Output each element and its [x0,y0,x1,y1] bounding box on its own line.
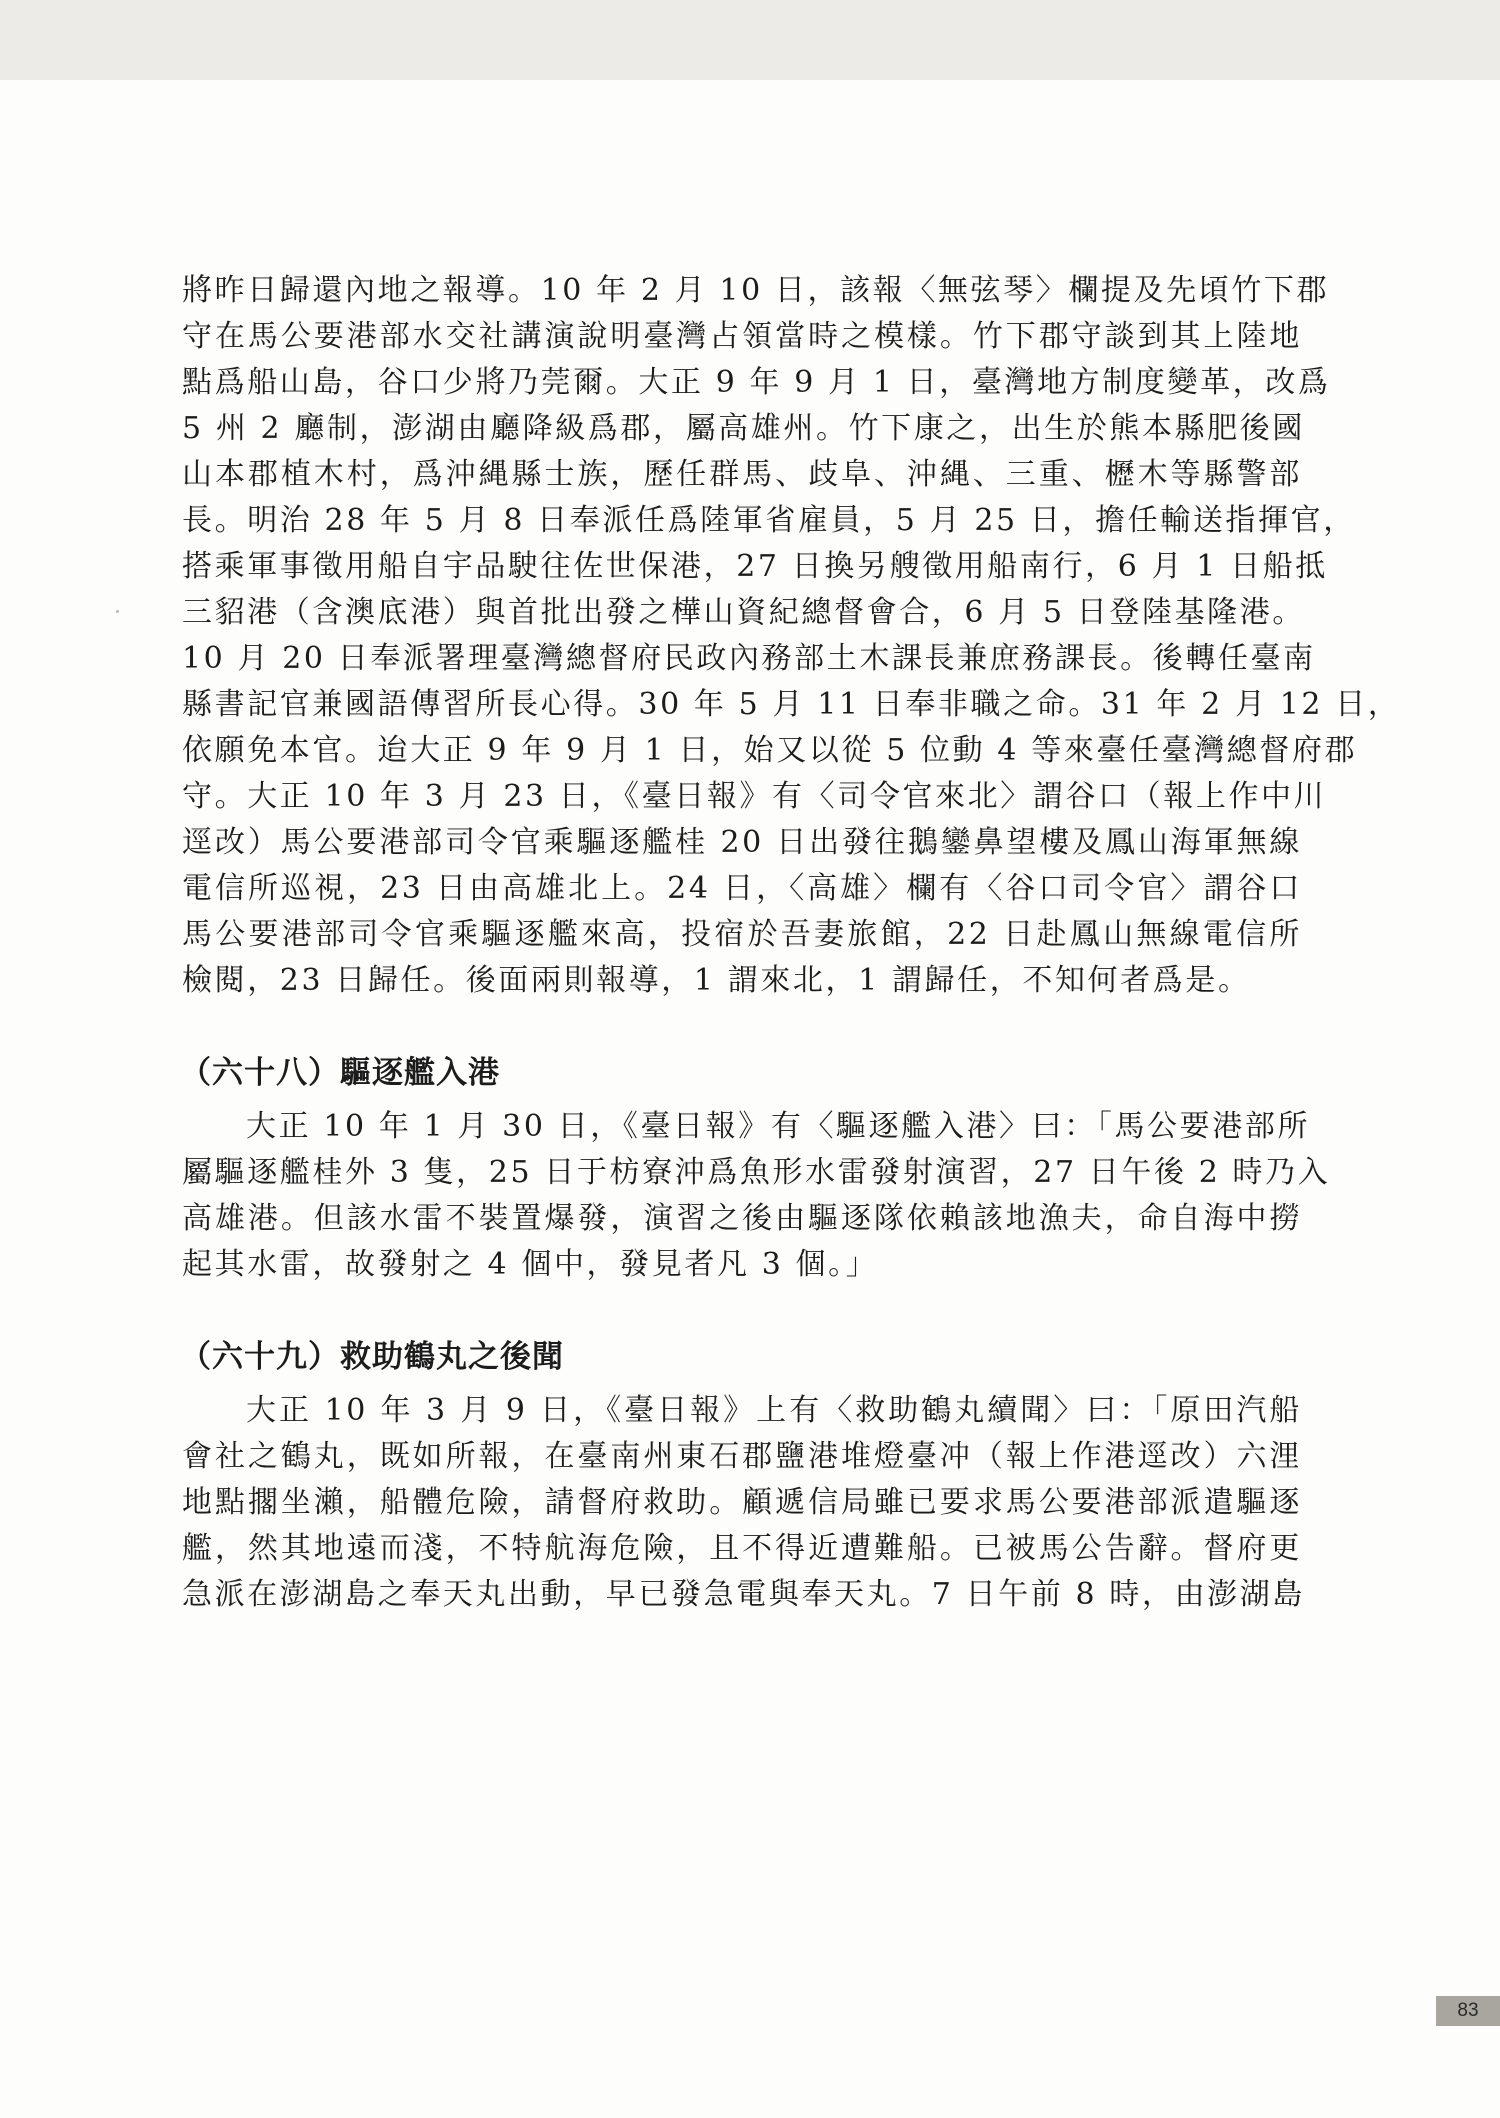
section-68 [180,1050,1331,1288]
text-line: 搭乘軍事徵用船自宇品駛往佐世保港，27 日換另艘徵用船南行，6 月 1 日船抵 [182,549,1328,584]
text-line: 逕改）馬公要港部司令官乘驅逐艦桂 20 日出發往鵝鑾鼻望樓及鳳山海軍無線 [182,825,1302,860]
text-line: 點爲船山島，谷口少將乃莞爾。大正 9 年 9 月 1 日，臺灣地方制度變革，改爲 [182,365,1331,400]
scan-speck [116,610,119,613]
text-line: 大正 10 年 3 月 9 日，《臺日報》上有〈救助鶴丸續聞〉曰：「原田汽船 [246,1393,1302,1428]
text-line: 大正 10 年 1 月 30 日，《臺日報》有〈驅逐艦入港〉曰：「馬公要港部所 [246,1109,1311,1144]
text-line: 長。明治 28 年 5 月 8 日奉派任爲陸軍省雇員，5 月 25 日，擔任輸送指揮官， [182,503,1356,538]
section-heading: （六十八）驅逐艦入港 [180,1055,500,1091]
page-body [180,268,1401,1618]
text-line: 縣書記官兼國語傳習所長心得。30 年 5 月 11 日奉非職之命。31 年 2 月 12 日， [182,687,1401,722]
text-line: 守在馬公要港部水交社講演說明臺灣占領當時之模樣。竹下郡守談到其上陸地 [182,319,1302,354]
text-line: 依願免本官。迨大正 9 年 9 月 1 日，始又以從 5 位動 4 等來臺任臺灣總督府郡 [182,733,1358,768]
text-line: 檢閱，23 日歸任。後面兩則報導，1 謂來北，1 謂歸任，不知何者爲是。 [182,963,1251,998]
text-line: 艦，然其地遠而淺，不特航海危險，且不得近遭難船。已被馬公告辭。督府更 [182,1531,1302,1566]
text-line: 起其水雷，故發射之 4 個中，發見者凡 3 個。」 [182,1247,879,1282]
text-line: 屬驅逐艦桂外 3 隻，25 日于枋寮沖爲魚形水雷發射演習，27 日午後 2 時乃入 [182,1155,1331,1190]
text-line: 馬公要港部司令官乘驅逐艦來高，投宿於吾妻旅館，22 日赴鳳山無線電信所 [182,917,1302,952]
text-line: 山本郡植木村，爲沖縄縣士族，歷任群馬、歧阜、沖縄、三重、櫪木等縣警部 [182,457,1302,492]
text-line: 10 月 20 日奉派署理臺灣總督府民政內務部土木課長兼庶務課長。後轉任臺南 [182,641,1316,676]
text-line: 高雄港。但該水雷不裝置爆發，演習之後由驅逐隊依賴該地漁夫，命自海中撈 [182,1201,1302,1236]
text-line: 三貂港（含澳底港）與首批出發之樺山資紀總督會合，6 月 5 日登陸基隆港。 [182,595,1305,630]
paragraph-continued [182,268,1401,1004]
section-heading: （六十九）救助鶴丸之後聞 [180,1339,564,1375]
page-number: 83 [1436,1996,1500,2026]
text-line: 5 州 2 廳制，澎湖由廳降級爲郡，屬高雄州。竹下康之，出生於熊本縣肥後國 [182,411,1305,446]
text-line: 守。大正 10 年 3 月 23 日，《臺日報》有〈司令官來北〉謂谷口（報上作中川 [182,779,1327,814]
scan-top-margin [0,0,1500,80]
section-69 [180,1334,1305,1618]
text-line: 地點擱坐瀨，船體危險，請督府救助。顧遞信局雖已要求馬公要港部派遣驅逐 [182,1485,1302,1520]
text-line: 電信所巡視，23 日由高雄北上。24 日，〈高雄〉欄有〈谷口司令官〉謂谷口 [182,871,1302,906]
text-line: 急派在澎湖島之奉天丸出動，早已發急電與奉天丸。7 日午前 8 時，由澎湖島 [182,1577,1305,1612]
text-line: 將昨日歸還內地之報導。10 年 2 月 10 日，該報〈無弦琴〉欄提及先頃竹下郡 [182,273,1330,308]
text-line: 會社之鶴丸，既如所報，在臺南州東石郡鹽港堆燈臺冲（報上作港逕改）六浬 [182,1439,1302,1474]
